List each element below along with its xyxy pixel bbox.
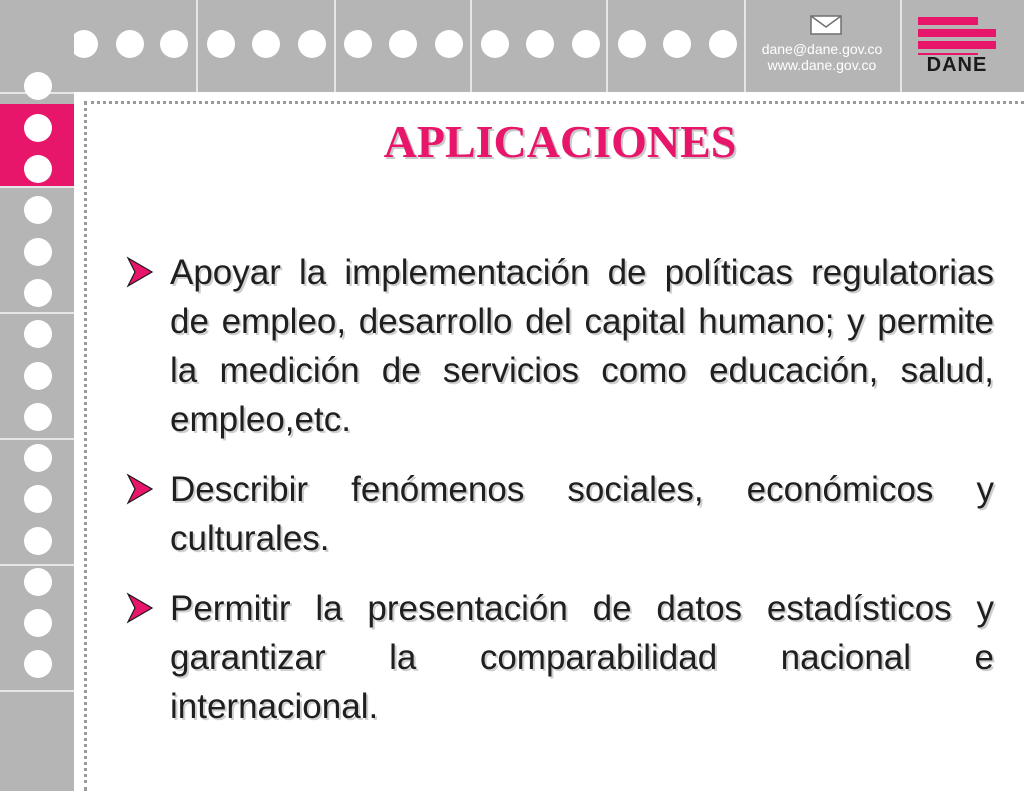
band-divider	[606, 0, 608, 92]
band-divider	[0, 438, 74, 440]
decorative-dot	[24, 527, 52, 555]
decorative-dot	[435, 30, 463, 58]
website-text[interactable]: www.dane.gov.co	[767, 57, 877, 73]
band-divider	[196, 0, 198, 92]
decorative-dot	[24, 320, 52, 348]
list-item	[120, 248, 994, 444]
decorative-dot	[116, 30, 144, 58]
decorative-dot	[70, 30, 98, 58]
decorative-dot	[481, 30, 509, 58]
decorative-dot	[618, 30, 646, 58]
decorative-dot	[526, 30, 554, 58]
list-item	[120, 584, 994, 731]
band-divider	[0, 690, 74, 692]
decorative-dot	[24, 403, 52, 431]
decorative-dot	[298, 30, 326, 58]
decorative-dot	[389, 30, 417, 58]
page-title: APLICACIONES	[383, 116, 737, 167]
decorative-dot	[24, 650, 52, 678]
decorative-dot	[24, 196, 52, 224]
decorative-dot	[160, 30, 188, 58]
bullet-text: Describir fenómenos sociales, económicos y culturales.	[170, 470, 994, 558]
band-divider	[900, 0, 902, 92]
envelope-icon	[810, 15, 842, 35]
decorative-dot	[24, 114, 52, 142]
dotted-frame-top	[84, 101, 1024, 104]
band-divider	[334, 0, 336, 92]
decorative-dot	[709, 30, 737, 58]
band-divider	[0, 186, 74, 188]
decorative-dot	[207, 30, 235, 58]
bullet-list	[120, 248, 994, 752]
bullet-text: Apoyar la implementación de políticas regulatorias de empleo, desarrollo del capital humano; y permite la medición de servicios como educación, salud, empleo,etc.	[170, 253, 994, 439]
decorative-dot	[24, 609, 52, 637]
band-divider	[470, 0, 472, 92]
band-divider	[0, 312, 74, 314]
decorative-dot	[572, 30, 600, 58]
decorative-dot	[24, 568, 52, 596]
list-item	[120, 465, 994, 563]
decorative-dot	[24, 279, 52, 307]
decorative-dot	[24, 238, 52, 266]
arrow-bullet-icon	[126, 592, 154, 624]
bullet-text: Permitir la presentación de datos estadísticos y garantizar la comparabilidad nacional e internacional.	[170, 589, 994, 726]
email-text[interactable]: dane@dane.gov.co	[761, 41, 883, 57]
decorative-dot	[24, 155, 52, 183]
left-decorative-band	[0, 0, 74, 791]
decorative-dot	[24, 72, 52, 100]
decorative-dot	[24, 362, 52, 390]
arrow-bullet-icon	[126, 473, 154, 505]
logo-text: DANE	[926, 54, 988, 76]
decorative-dot	[344, 30, 372, 58]
decorative-dot	[24, 485, 52, 513]
contact-info	[752, 41, 892, 73]
arrow-bullet-icon	[126, 256, 154, 288]
band-divider	[0, 564, 74, 566]
band-divider	[744, 0, 746, 92]
decorative-dot	[24, 444, 52, 472]
dotted-frame-left	[84, 101, 87, 791]
decorative-dot	[252, 30, 280, 58]
decorative-dot	[663, 30, 691, 58]
